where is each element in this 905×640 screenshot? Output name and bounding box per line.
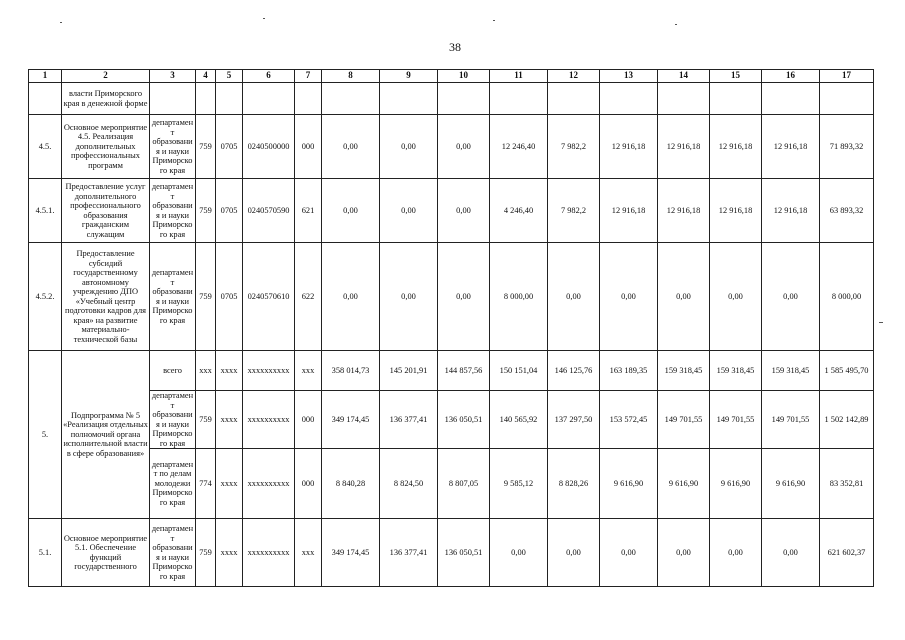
- value-cell: 159 318,45: [710, 351, 762, 391]
- page-number: 38: [449, 40, 461, 54]
- subprogram-name: Подпрограмма № 5 «Реализация отдельных полномочий органа исполнительной власти в сфере образования»: [62, 351, 150, 519]
- code-c5: 0705: [216, 179, 243, 243]
- code-c6: 0240570610: [243, 243, 295, 351]
- value-cell: 150 151,04: [490, 351, 548, 391]
- value-cell: 9 616,90: [658, 449, 710, 519]
- scan-speck: [263, 18, 265, 19]
- header-cell: 1: [29, 70, 62, 83]
- value-cell: 12 916,18: [710, 115, 762, 179]
- value-cell: 153 572,45: [600, 391, 658, 449]
- value-cell: 1 585 495,70: [820, 351, 874, 391]
- value-cell: 12 916,18: [710, 179, 762, 243]
- header-cell: 16: [762, 70, 820, 83]
- value-cell: 146 125,76: [548, 351, 600, 391]
- table-row: [29, 243, 874, 351]
- value-cell: 1 502 142,89: [820, 391, 874, 449]
- row-name: Предоставление субсидий государственному автономному учреждению ДПО «Учебный центр подготовки кадров для края» на развитие материально-технической базы: [62, 243, 150, 351]
- department: департамент образования и науки Приморского края: [150, 179, 196, 243]
- header-cell: 3: [150, 70, 196, 83]
- value-cell: 0,00: [380, 243, 438, 351]
- value-cell: 136 377,41: [380, 391, 438, 449]
- value-cell: 12 916,18: [658, 115, 710, 179]
- row-name: власти Приморского края в денежной форме: [62, 83, 150, 115]
- scan-speck: [493, 20, 495, 21]
- value-cell: 149 701,55: [762, 391, 820, 449]
- value-cell: 0,00: [438, 179, 490, 243]
- value-cell: 8 000,00: [490, 243, 548, 351]
- value-cell: 140 565,92: [490, 391, 548, 449]
- value-cell: 0,00: [438, 115, 490, 179]
- code-c7: 621: [295, 179, 322, 243]
- code-c7: xxx: [295, 351, 322, 391]
- header-cell: 2: [62, 70, 150, 83]
- value-cell: 136 050,51: [438, 519, 490, 587]
- value-cell: 71 893,32: [820, 115, 874, 179]
- row-number: [29, 83, 62, 115]
- code-c4: 774: [196, 449, 216, 519]
- value-cell: 4 246,40: [490, 179, 548, 243]
- value-cell: 12 916,18: [762, 179, 820, 243]
- value-cell: [548, 83, 600, 115]
- code-c5: xxxx: [216, 519, 243, 587]
- value-cell: 9 616,90: [762, 449, 820, 519]
- value-cell: 9 585,12: [490, 449, 548, 519]
- value-cell: 9 616,90: [600, 449, 658, 519]
- value-cell: [710, 83, 762, 115]
- table-header-row: [29, 70, 874, 83]
- value-cell: 8 807,05: [438, 449, 490, 519]
- value-cell: 0,00: [548, 519, 600, 587]
- code-c6: xxxxxxxxxx: [243, 519, 295, 587]
- value-cell: 8 828,26: [548, 449, 600, 519]
- department: департамент образования и науки Приморского края: [150, 391, 196, 449]
- table-row: [29, 391, 874, 449]
- value-cell: [490, 83, 548, 115]
- department: департамент по делам молодежи Приморского края: [150, 449, 196, 519]
- code-c7: 622: [295, 243, 322, 351]
- value-cell: 0,00: [380, 115, 438, 179]
- row-number: 4.5.2.: [29, 243, 62, 351]
- code-c6: xxxxxxxxxx: [243, 391, 295, 449]
- value-cell: 349 174,45: [322, 391, 380, 449]
- code-c6: xxxxxxxxxx: [243, 351, 295, 391]
- department: департамент образования и науки Приморского края: [150, 115, 196, 179]
- value-cell: 163 189,35: [600, 351, 658, 391]
- value-cell: 0,00: [658, 519, 710, 587]
- value-cell: 0,00: [600, 243, 658, 351]
- header-cell: 6: [243, 70, 295, 83]
- value-cell: [762, 83, 820, 115]
- value-cell: 7 982,2: [548, 115, 600, 179]
- value-cell: 136 050,51: [438, 391, 490, 449]
- value-cell: [380, 83, 438, 115]
- code-c7: xxx: [295, 519, 322, 587]
- value-cell: 8 840,28: [322, 449, 380, 519]
- header-cell: 11: [490, 70, 548, 83]
- header-cell: 12: [548, 70, 600, 83]
- value-cell: 0,00: [762, 519, 820, 587]
- code-c4: 759: [196, 243, 216, 351]
- budget-table: [28, 69, 874, 587]
- value-cell: 9 616,90: [710, 449, 762, 519]
- value-cell: 159 318,45: [658, 351, 710, 391]
- value-cell: 0,00: [658, 243, 710, 351]
- value-cell: 0,00: [600, 519, 658, 587]
- value-cell: 149 701,55: [658, 391, 710, 449]
- department: департамент образования и науки Приморского края: [150, 243, 196, 351]
- value-cell: 0,00: [438, 243, 490, 351]
- header-cell: 7: [295, 70, 322, 83]
- value-cell: 0,00: [322, 243, 380, 351]
- value-cell: 0,00: [322, 115, 380, 179]
- value-cell: 0,00: [548, 243, 600, 351]
- scan-speck: [60, 22, 62, 23]
- code-c4: 759: [196, 391, 216, 449]
- code-c5: 0705: [216, 115, 243, 179]
- code-c5: xxxx: [216, 391, 243, 449]
- header-cell: 10: [438, 70, 490, 83]
- department: всего: [150, 351, 196, 391]
- value-cell: 621 602,37: [820, 519, 874, 587]
- code-c7: 000: [295, 391, 322, 449]
- value-cell: 136 377,41: [380, 519, 438, 587]
- value-cell: [438, 83, 490, 115]
- code-c6: [243, 83, 295, 115]
- header-cell: 13: [600, 70, 658, 83]
- header-cell: 14: [658, 70, 710, 83]
- value-cell: 12 916,18: [600, 115, 658, 179]
- table-row: [29, 179, 874, 243]
- value-cell: 0,00: [380, 179, 438, 243]
- value-cell: 8 000,00: [820, 243, 874, 351]
- value-cell: 0,00: [762, 243, 820, 351]
- code-c4: 759: [196, 519, 216, 587]
- header-cell: 15: [710, 70, 762, 83]
- row-name: Основное мероприятие 5.1. Обеспечение функций государственного: [62, 519, 150, 587]
- value-cell: 0,00: [490, 519, 548, 587]
- row-number: 4.5.: [29, 115, 62, 179]
- value-cell: 12 916,18: [658, 179, 710, 243]
- code-c7: [295, 83, 322, 115]
- row-number: 5.1.: [29, 519, 62, 587]
- value-cell: 0,00: [322, 179, 380, 243]
- department: [150, 83, 196, 115]
- header-cell: 4: [196, 70, 216, 83]
- value-cell: [658, 83, 710, 115]
- value-cell: 7 982,2: [548, 179, 600, 243]
- code-c4: 759: [196, 179, 216, 243]
- value-cell: 349 174,45: [322, 519, 380, 587]
- scan-speck: [879, 322, 883, 323]
- code-c5: 0705: [216, 243, 243, 351]
- value-cell: 145 201,91: [380, 351, 438, 391]
- header-cell: 8: [322, 70, 380, 83]
- table-row: [29, 449, 874, 519]
- code-c5: xxxx: [216, 449, 243, 519]
- value-cell: 358 014,73: [322, 351, 380, 391]
- code-c6: xxxxxxxxxx: [243, 449, 295, 519]
- header-cell: 5: [216, 70, 243, 83]
- value-cell: 83 352,81: [820, 449, 874, 519]
- code-c6: 0240500000: [243, 115, 295, 179]
- value-cell: 63 893,32: [820, 179, 874, 243]
- code-c4: 759: [196, 115, 216, 179]
- value-cell: 159 318,45: [762, 351, 820, 391]
- code-c5: xxxx: [216, 351, 243, 391]
- code-c4: xxx: [196, 351, 216, 391]
- department: департамент образования и науки Приморского края: [150, 519, 196, 587]
- row-name: Основное мероприятие 4.5. Реализация дополнительных профессиональных программ: [62, 115, 150, 179]
- code-c5: [216, 83, 243, 115]
- row-number: 5.: [29, 351, 62, 519]
- value-cell: 137 297,50: [548, 391, 600, 449]
- table-row: [29, 115, 874, 179]
- table-row: [29, 519, 874, 587]
- row-number: 4.5.1.: [29, 179, 62, 243]
- table-row: [29, 351, 874, 391]
- value-cell: [600, 83, 658, 115]
- value-cell: 8 824,50: [380, 449, 438, 519]
- scan-speck: [675, 24, 677, 25]
- header-cell: 17: [820, 70, 874, 83]
- value-cell: 0,00: [710, 243, 762, 351]
- code-c4: [196, 83, 216, 115]
- value-cell: 149 701,55: [710, 391, 762, 449]
- value-cell: [322, 83, 380, 115]
- code-c7: 000: [295, 449, 322, 519]
- code-c7: 000: [295, 115, 322, 179]
- table-row: [29, 83, 874, 115]
- code-c6: 0240570590: [243, 179, 295, 243]
- value-cell: 0,00: [710, 519, 762, 587]
- value-cell: [820, 83, 874, 115]
- row-name: Предоставление услуг дополнительного профессионального образования гражданским служащим: [62, 179, 150, 243]
- value-cell: 12 916,18: [762, 115, 820, 179]
- value-cell: 12 246,40: [490, 115, 548, 179]
- value-cell: 144 857,56: [438, 351, 490, 391]
- value-cell: 12 916,18: [600, 179, 658, 243]
- header-cell: 9: [380, 70, 438, 83]
